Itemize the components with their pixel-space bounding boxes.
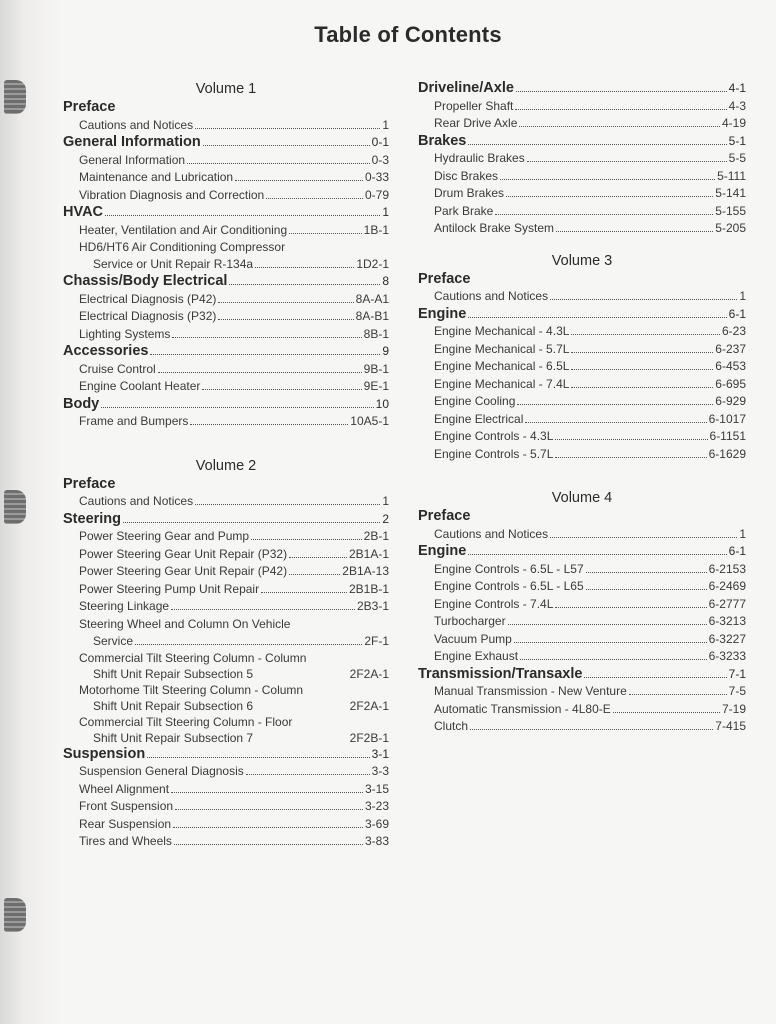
volume-heading: Volume 2 [195, 457, 257, 474]
toc-entry[interactable]: Cautions and Notices 1 [79, 117, 389, 132]
toc-entry[interactable]: Suspension General Diagnosis 3-3 [79, 764, 389, 778]
toc-entry[interactable]: Rear Suspension 3-69 [79, 816, 389, 831]
toc-entry[interactable]: HD6/HT6 Air Conditioning Compressor Service or Unit Repair R-134a 1D2-1 [79, 240, 389, 271]
toc-entry[interactable]: Vibration Diagnosis and Correction 0-79 [79, 187, 389, 202]
section-heading[interactable]: HVAC 1 [63, 204, 389, 220]
toc-entry[interactable]: Cautions and Notices 1 [79, 494, 389, 508]
toc-entry[interactable]: Engine Coolant Heater 9E-1 [79, 379, 389, 393]
toc-left-column [63, 80, 389, 851]
toc-entry[interactable]: Rear Drive Axle 4-19 [434, 116, 746, 130]
page-title: Table of Contents [314, 22, 502, 47]
toc-entry[interactable]: Engine Exhaust 6-3233 [434, 649, 746, 663]
toc-entry[interactable]: Steering Wheel and Column On Vehicle Service 2F-1 [79, 616, 389, 648]
toc-entry[interactable]: Engine Electrical 6-1017 [434, 411, 746, 426]
toc-entry[interactable]: Maintenance and Lubrication 0-33 [79, 170, 389, 184]
toc-entry[interactable]: Engine Mechanical - 4.3L 6-23 [434, 324, 746, 338]
toc-entry[interactable]: Clutch 7-415 [434, 719, 746, 733]
toc-entry[interactable]: Engine Cooling 6-929 [434, 394, 746, 408]
toc-entry[interactable]: Vacuum Pump 6-3227 [434, 631, 746, 646]
toc-entry[interactable]: Engine Mechanical - 5.7L 6-237 [434, 341, 746, 356]
section-heading[interactable]: Steering 2 [63, 510, 389, 527]
toc-entry[interactable]: Engine Controls - 7.4L 6-2777 [434, 596, 746, 611]
toc-entry[interactable]: Front Suspension 3-23 [79, 799, 389, 813]
volume-heading: Volume 4 [551, 490, 613, 506]
toc-entry[interactable]: Park Brake 5-155 [434, 203, 746, 218]
toc-entry[interactable]: Drum Brakes 5-141 [434, 186, 746, 200]
toc-entry[interactable]: Engine Controls - 6.5L - L57 6-2153 [434, 561, 746, 576]
toc-entry[interactable]: Power Steering Gear and Pump 2B-1 [79, 529, 389, 543]
toc-entry[interactable]: Turbocharger 6-3213 [434, 614, 746, 628]
section-heading[interactable]: Chassis/Body Electrical 8 [63, 273, 389, 289]
toc-entry[interactable]: Engine Controls - 5.7L 6-1629 [434, 446, 746, 461]
toc-entry[interactable]: Heater, Ventilation and Air Conditioning 1B-1 [79, 222, 389, 237]
toc-entry[interactable]: Disc Brakes 5-111 [434, 168, 746, 183]
section-heading[interactable]: Accessories 9 [63, 343, 389, 359]
volume-heading: Volume 1 [195, 81, 257, 97]
binder-hole-bottom [4, 898, 26, 932]
volume-heading: Volume 3 [551, 252, 613, 269]
toc-entry[interactable]: Engine Controls - 4.3L 6-1151 [434, 429, 746, 443]
section-heading: Preface [63, 475, 116, 492]
toc-entry[interactable]: Engine Controls - 6.5L - L65 6-2469 [434, 579, 746, 593]
toc-entry[interactable]: Power Steering Gear Unit Repair (P32) 2B1A-1 [79, 546, 389, 561]
toc-entry[interactable]: Manual Transmission - New Venture 7-5 [434, 684, 746, 698]
section-heading: Preface [63, 99, 116, 115]
toc-entry[interactable]: Frame and Bumpers 10A5-1 [79, 414, 389, 428]
toc-entry[interactable]: Cruise Control 9B-1 [79, 361, 389, 376]
toc-entry[interactable]: Commercial Tilt Steering Column - Floor Shift Unit Repair Subsection 7 2F2B-1 [79, 714, 389, 745]
toc-entry[interactable]: Cautions and Notices 1 [434, 526, 746, 541]
toc-entry[interactable]: Automatic Transmission - 4L80-E 7-19 [434, 701, 746, 716]
binder-hole-top [4, 80, 26, 114]
toc-entry[interactable]: Lighting Systems 8B-1 [79, 326, 389, 341]
section-heading[interactable]: Transmission/Transaxle 7-1 [418, 665, 746, 682]
binder-hole-middle [4, 490, 26, 524]
section-heading[interactable]: Engine 6-1 [418, 543, 746, 559]
toc-entry[interactable]: Power Steering Gear Unit Repair (P42) 2B1A-13 [79, 564, 389, 578]
toc-entry[interactable]: Power Steering Pump Unit Repair 2B1B-1 [79, 581, 389, 596]
toc-entry[interactable]: Electrical Diagnosis (P32) 8A-B1 [79, 309, 389, 323]
toc-entry[interactable]: Wheel Alignment 3-15 [79, 781, 389, 796]
toc-entry[interactable]: Antilock Brake System 5-205 [434, 221, 746, 235]
section-heading[interactable]: Brakes 5-1 [418, 132, 746, 149]
toc-entry[interactable]: Engine Mechanical - 7.4L 6-695 [434, 376, 746, 391]
toc-entry[interactable]: Propeller Shaft 4-3 [434, 98, 746, 113]
toc-entry[interactable]: General Information 0-3 [79, 152, 389, 167]
toc-entry[interactable]: Electrical Diagnosis (P42) 8A-A1 [79, 291, 389, 306]
toc-entry[interactable]: Cautions and Notices 1 [434, 289, 746, 303]
toc-entry[interactable]: Engine Mechanical - 6.5L 6-453 [434, 359, 746, 373]
toc-entry[interactable]: Commercial Tilt Steering Column - Column Shift Unit Repair Subsection 5 2F2A-1 [79, 650, 389, 681]
toc-right-column [418, 80, 746, 736]
toc-entry[interactable]: Tires and Wheels 3-83 [79, 834, 389, 848]
section-heading: Preface [418, 270, 471, 287]
section-heading[interactable]: Body 10 [63, 395, 389, 412]
section-heading[interactable]: General Information 0-1 [63, 134, 389, 150]
section-heading[interactable]: Driveline/Axle 4-1 [418, 80, 746, 96]
section-heading[interactable]: Suspension 3-1 [63, 745, 389, 762]
toc-entry[interactable]: Steering Linkage 2B3-1 [79, 599, 389, 613]
section-heading[interactable]: Engine 6-1 [418, 305, 746, 322]
section-heading: Preface [418, 508, 471, 524]
toc-entry[interactable]: Hydraulic Brakes 5-5 [434, 151, 746, 165]
toc-entry[interactable]: Motorhome Tilt Steering Column - Column Shift Unit Repair Subsection 6 2F2A-1 [79, 682, 389, 713]
